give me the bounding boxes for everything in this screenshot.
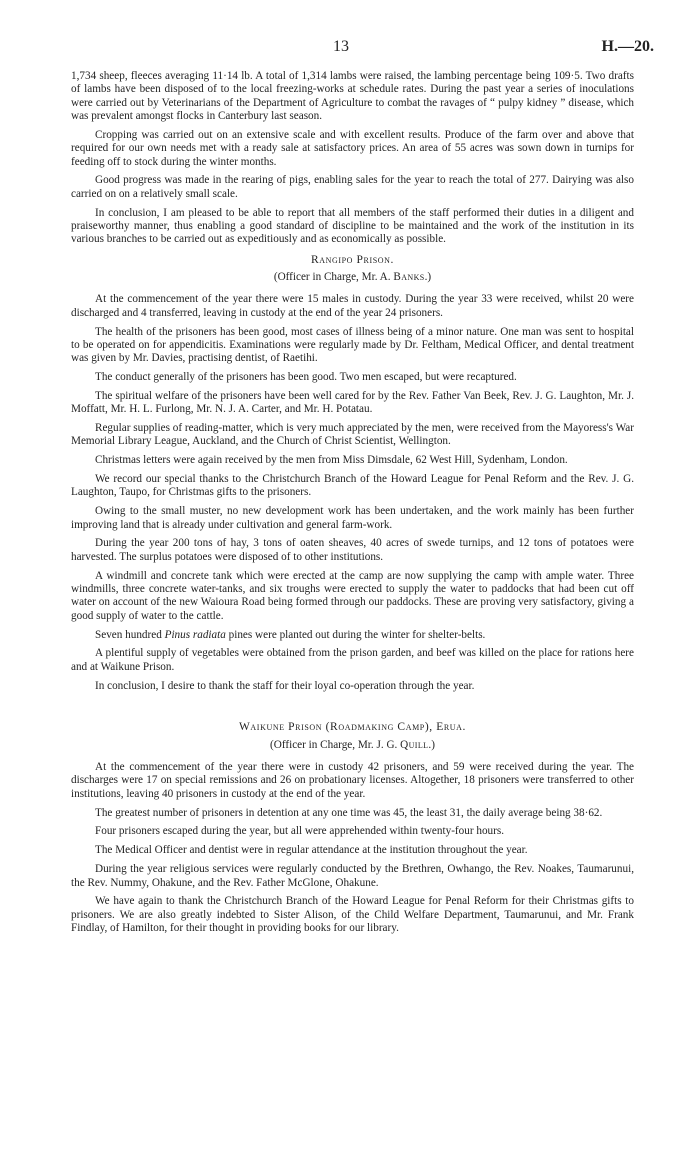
section-heading-rangipo: Rangipo Prison. bbox=[310, 253, 395, 266]
paragraph: The greatest number of prisoners in detention at any one time was 45, the least 31, the daily average being 38·62. bbox=[95, 806, 603, 819]
paragraph: At the commencement of the year there were in custody 42 prisoners, and 59 were received during the year. The discharges were 17 on special remissions and 26 on probationary licenses. Altogether, 18 prisoners were transferred to other institutions, leaving 40 prisoners in custody at the end of the year. bbox=[71, 761, 634, 800]
paragraph: Four prisoners escaped during the year, but all were apprehended within twenty-four hours. bbox=[95, 825, 505, 838]
pinus-before: Seven hundred bbox=[95, 628, 165, 641]
pinus-radiata-italic: Pinus radiata bbox=[164, 628, 226, 641]
paragraph: Christmas letters were again received by the men from Miss Dimsdale, 62 West Hill, Sydenham, London. bbox=[95, 454, 568, 467]
paragraph: During the year religious services were regularly conducted by the Brethren, Owhango, the Rev. Noakes, Taumarunui, the Rev. Nummy, Ohakune, and the Rev. Father McGlone, Ohakune. bbox=[71, 863, 634, 889]
officer-in-charge-waikune bbox=[71, 739, 634, 752]
paragraph bbox=[71, 629, 634, 642]
section-gap bbox=[71, 698, 634, 714]
paragraph: The Medical Officer and dentist were in regular attendance at the institution throughout the year. bbox=[95, 844, 528, 857]
page-number: 13 bbox=[333, 38, 349, 55]
paragraph: Owing to the small muster, no new development work has been undertaken, and the work mainly has been further improving land that is already under cultivation and general farm-work. bbox=[71, 505, 634, 531]
officer-prefix: (Officer in Charge, Mr. A. bbox=[273, 270, 394, 283]
officer-in-charge-rangipo bbox=[71, 271, 634, 284]
section-heading-waikune: Waikune Prison (Roadmaking Camp), Erua. bbox=[238, 721, 467, 734]
paragraph: In conclusion, I am pleased to be able to report that all members of the staff performed their duties in a diligent and praiseworthy manner, thus enabling a good standard of discipline to be maintained and the work of the institution in its various branches to be carried out as expeditiously and as economically as possible. bbox=[71, 206, 634, 246]
document-reference: H.—20. bbox=[601, 38, 654, 55]
officer-suffix: .) bbox=[424, 270, 432, 283]
paragraph: The health of the prisoners has been good, most cases of illness being of a minor nature. One man was sent to hospital to be operated on for appendicitis. Examinations were regularly made by Dr. Feltham, Medical Officer, and dental treatment was given by Mr. Davies, practising dentist, of Raetihi. bbox=[71, 325, 634, 365]
officer-prefix: (Officer in Charge, Mr. J. G. bbox=[270, 738, 401, 751]
paragraph: Cropping was carried out on an extensive scale and with excellent results. Produce of the farm over and above that required for our own needs met with a ready sale at satisfactory prices. An area of 55 acres was sown down in turnips for feeding off to stock during the winter months. bbox=[71, 128, 634, 168]
paragraph: Good progress was made in the rearing of pigs, enabling sales for the year to reach the total of 277. Dairying was also carried on on a relatively small scale. bbox=[71, 174, 634, 200]
paragraph: During the year 200 tons of hay, 3 tons of oaten sheaves, 40 acres of swede turnips, and 12 tons of potatoes were harvested. The surplus potatoes were disposed of to other institutions. bbox=[71, 537, 634, 563]
page-header bbox=[0, 38, 700, 58]
paragraph: The spiritual welfare of the prisoners have been well cared for by the Rev. Father Van Beek, Rev. J. G. Laughton, Mr. J. Moffatt, Mr. H. L. Furlong, Mr. N. J. A. Carter, and Mr. H. Potatau. bbox=[71, 389, 634, 416]
paragraph: 1,734 sheep, fleeces averaging 11·14 lb. A total of 1,314 lambs were raised, the lambing percentage being 109·5. Two drafts of lambs have been disposed of to the local freezing-works at schedule rates. During the past year a series of inoculations were carried out by Veterinarians of the Department of Agriculture to combat the ravages of “ pulpy kidney ” disease, which was prevalent amongst flocks in Canterbury last season. bbox=[71, 70, 634, 123]
paragraph: At the commencement of the year there were 15 males in custody. During the year 33 were received, whilst 20 were discharged and 4 transferred, leaving in custody at the end of the year 24 prisoners. bbox=[71, 293, 634, 319]
paragraph: We have again to thank the Christchurch Branch of the Howard League for Penal Reform for their Christmas gifts to prisoners. We are also greatly indebted to Sister Alison, of the Child Welfare Department, Taumarunui, and Mr. Frank Findlay, of Hamilton, for their thought in providing books for our library. bbox=[71, 895, 634, 935]
page-body bbox=[71, 70, 634, 941]
pinus-after: pines were planted out during the winter for shelter-belts. bbox=[225, 628, 486, 641]
officer-name: Banks bbox=[393, 270, 425, 283]
paragraph: The conduct generally of the prisoners has been good. Two men escaped, but were recaptured. bbox=[95, 371, 517, 384]
paragraph: A windmill and concrete tank which were erected at the camp are now supplying the camp with ample water. Three windmills, three concrete water-tanks, and six troughs were erected to supply the water to paddocks that had been cut off water on account of the new Waioura Road being formed through our paddocks. These are proving very satisfactory, giving a good supply of water to the cattle. bbox=[71, 569, 634, 622]
officer-suffix: .) bbox=[428, 738, 435, 751]
paragraph: We record our special thanks to the Christchurch Branch of the Howard League for Penal Reform and the Rev. J. G. Laughton, Taupo, for Christmas gifts to the prisoners. bbox=[71, 473, 634, 499]
officer-name: Quill bbox=[400, 738, 429, 751]
paragraph: A plentiful supply of vegetables were obtained from the prison garden, and beef was killed on the place for rations here and at Waikune Prison. bbox=[71, 647, 634, 673]
paragraph: In conclusion, I desire to thank the staff for their loyal co-operation through the year. bbox=[95, 679, 475, 692]
paragraph: Regular supplies of reading-matter, which is very much appreciated by the men, were received from the Mayoress's War Memorial Library League, Auckland, and the Church of Christ Scientist, Wellington. bbox=[71, 422, 634, 448]
